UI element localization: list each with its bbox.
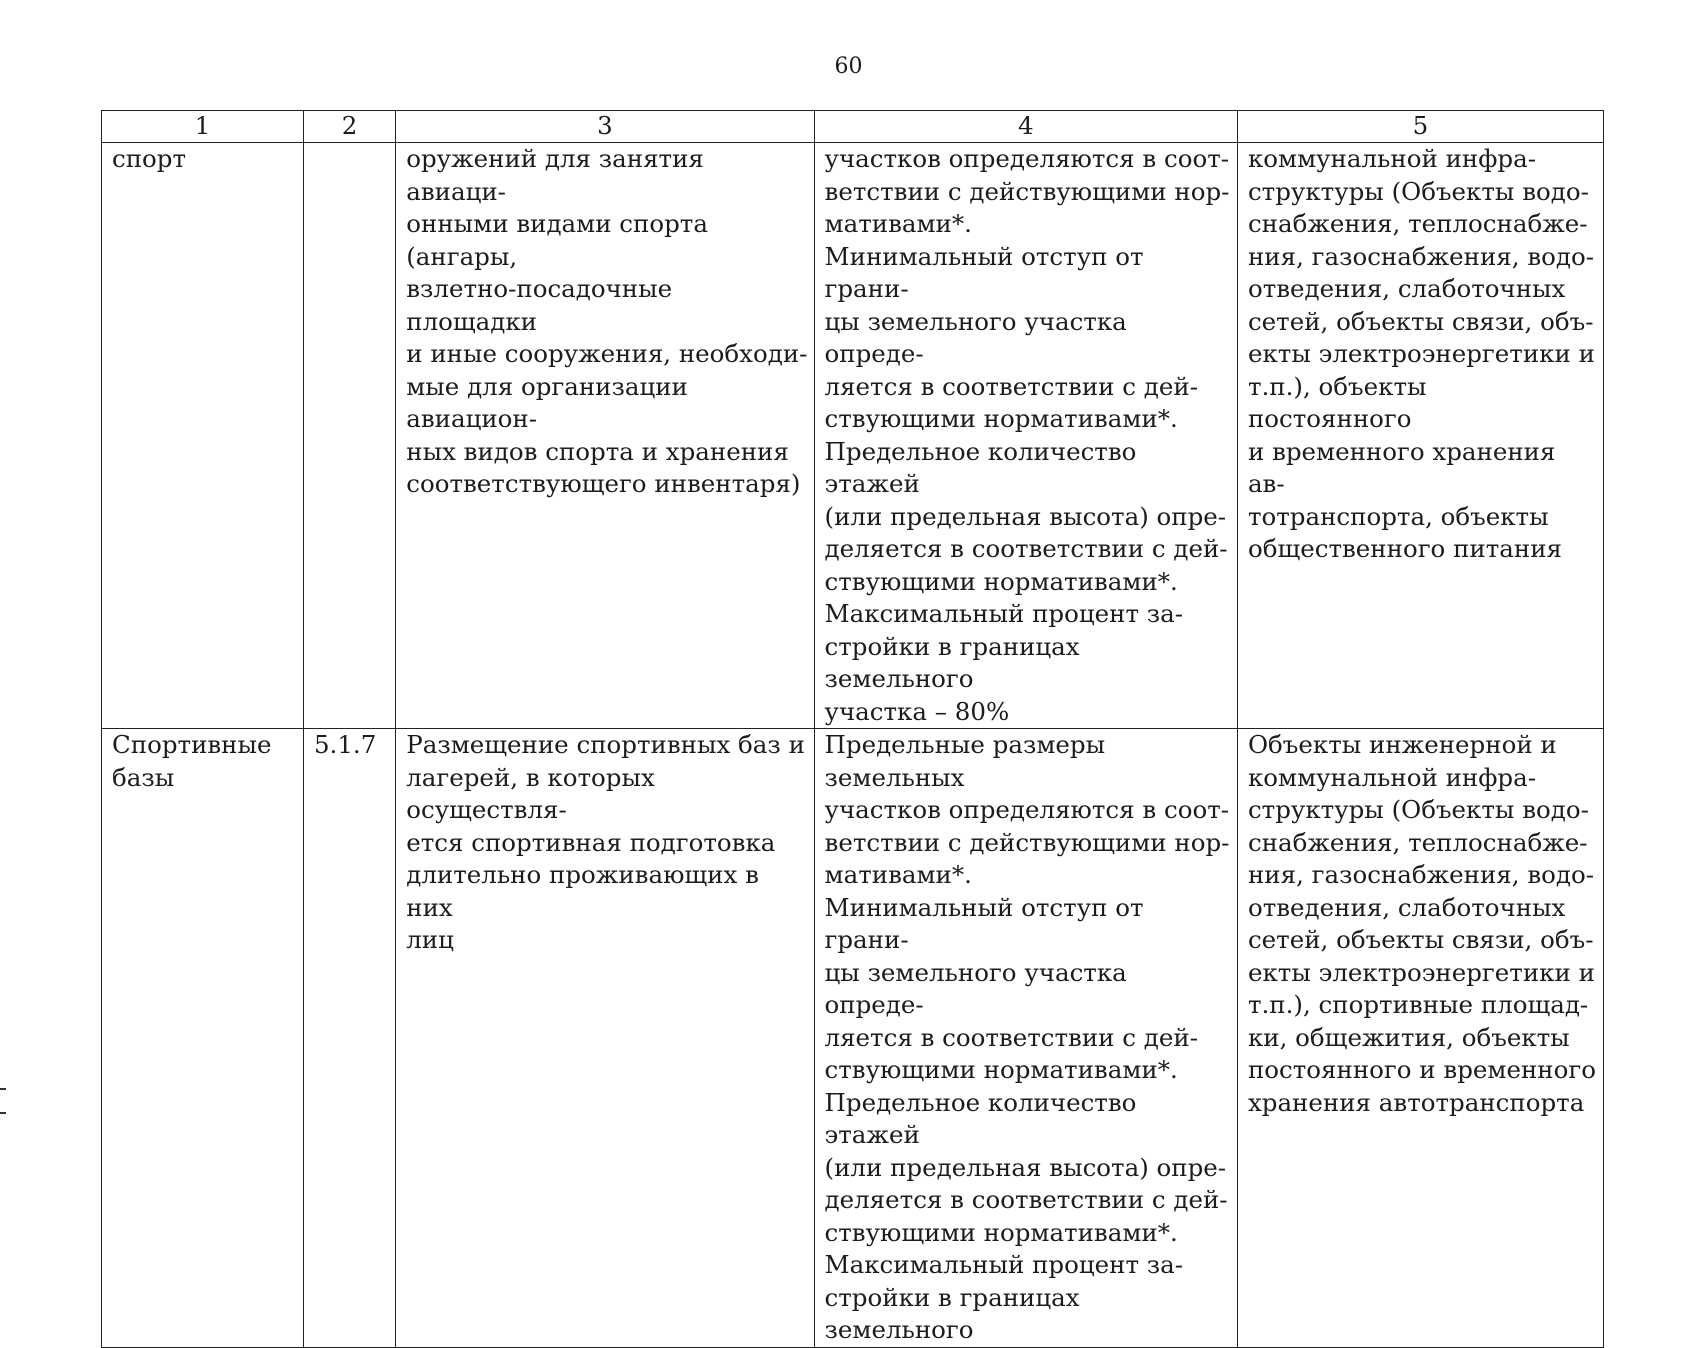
- table-header-row: [102, 111, 1604, 143]
- auxiliary-uses-cell: Объекты инженерной и коммунальной инфра- структуры (Объекты водо- снабжения, теплоснабже- ния, газоснабжения, водо- отведения, слаботочных сетей, объекты связи, объ- екты электроэнергетики и т.п.), спортивные площад- ки, общежития, объекты постоянного и временного хранения автотранспорта: [1237, 729, 1603, 1348]
- column-header: 1: [102, 111, 304, 143]
- land-use-table: [101, 110, 1604, 1348]
- scan-artifact-mark: [0, 1112, 6, 1114]
- use-type-name-cell: спорт: [102, 143, 304, 729]
- scan-artifact-mark: [0, 1088, 6, 1090]
- column-header: 5: [1237, 111, 1603, 143]
- table-row: [102, 143, 1604, 729]
- column-header: 3: [396, 111, 814, 143]
- table-row: [102, 729, 1604, 1348]
- column-header: 2: [303, 111, 395, 143]
- use-description-cell: Размещение спортивных баз и лагерей, в которых осуществля- ется спортивная подготовка длительно проживающих в них лиц: [396, 729, 814, 1348]
- building-parameters-cell: участков определяются в соот- ветствии с действующими нор- мативами*. Минимальный отступ от грани- цы земельного участка опреде- ляется в соответствии с дей- ствующими нормативами*. Предельное количество этажей (или предельная высота) опре- деляется в соответствии с дей- ствующими нормативами*. Максимальный процент за- стройки в границах земельного участка – 80%: [814, 143, 1237, 729]
- column-header: 4: [814, 111, 1237, 143]
- page-number: 60: [834, 54, 863, 79]
- use-type-code-cell: [303, 143, 395, 729]
- use-type-code-cell: 5.1.7: [303, 729, 395, 1348]
- use-description-cell: оружений для занятия авиаци- онными видами спорта (ангары, взлетно-посадочные площадки и иные сооружения, необходи- мые для организации авиацион- ных видов спорта и хранения соответствующего инвентаря): [396, 143, 814, 729]
- building-parameters-cell: Предельные размеры земельных участков определяются в соот- ветствии с действующими нор- мативами*. Минимальный отступ от грани- цы земельного участка опреде- ляется в соответствии с дей- ствующими нормативами*. Предельное количество этажей (или предельная высота) опре- деляется в соответствии с дей- ствующими нормативами*. Максимальный процент за- стройки в границах земельного: [814, 729, 1237, 1348]
- auxiliary-uses-cell: коммунальной инфра- структуры (Объекты водо- снабжения, теплоснабже- ния, газоснабжения, водо- отведения, слаботочных сетей, объекты связи, объ- екты электроэнергетики и т.п.), объекты постоянного и временного хранения ав- тотранспорта, объекты общественного питания: [1237, 143, 1603, 729]
- use-type-name-cell: Спортивные базы: [102, 729, 304, 1348]
